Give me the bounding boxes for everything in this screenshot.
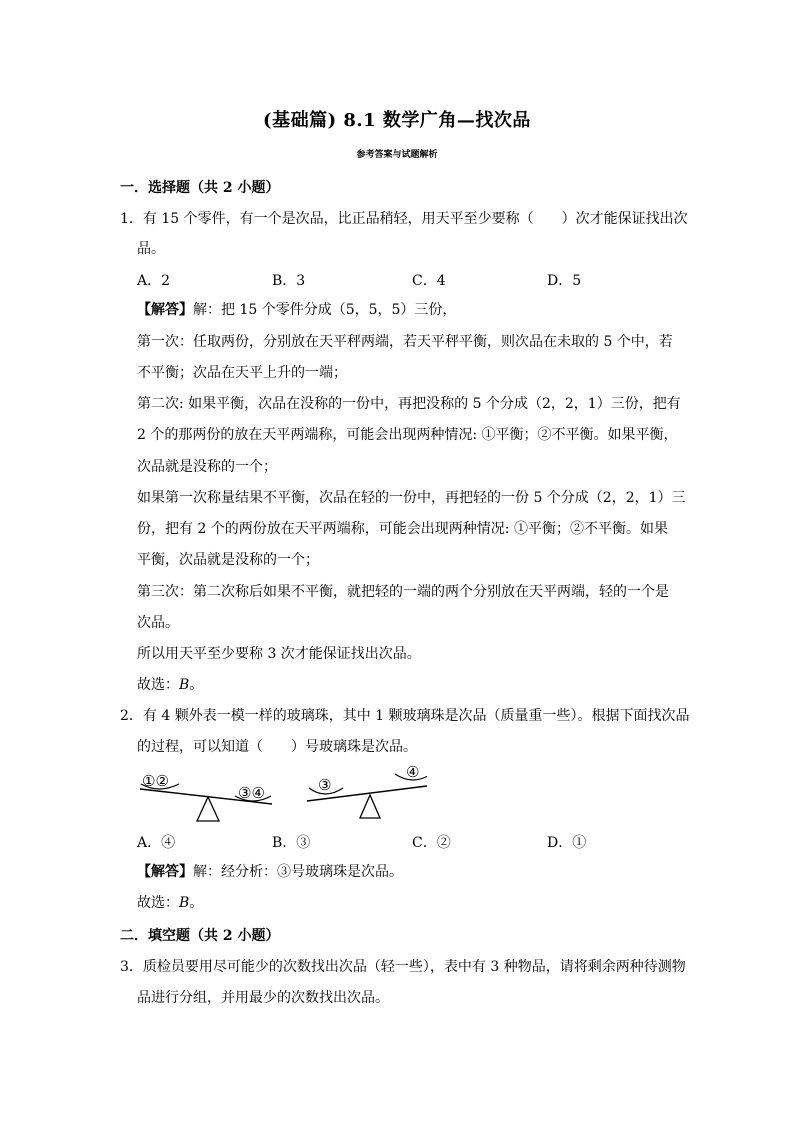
q1-option-c: C．4 — [412, 273, 446, 289]
left-pan-a-label: ①② — [142, 772, 169, 790]
q2-answer-line — [137, 863, 403, 881]
q2-option-b: B．③ — [272, 835, 311, 851]
q1-answer-line10: 第三次：第二次称后如果不平衡，就把轻的一端的两个分别放在天平两端，轻的一个是 — [137, 584, 669, 600]
choice-letter: B — [179, 677, 190, 693]
answer-text: 解：经分析：③号玻璃珠是次品。 — [193, 864, 403, 880]
choice-suffix: 。 — [189, 677, 204, 693]
choice-prefix: 故选： — [137, 895, 179, 911]
q2-text-line1: 2．有 4 颗外表一模一样的玻璃珠，其中 1 颗玻璃珠是次品（质量重一些）。根据下面找次品 — [120, 708, 690, 724]
balance-scale-a — [140, 772, 272, 821]
q1-answer-line4: 第二次: 如果平衡，次品在没称的一份中，再把没称的 5 个分成（2，2，1）三份，把有 — [137, 396, 681, 412]
q1-answer-line1 — [137, 301, 456, 319]
section-heading-choice: 一．选择题（共 2 小题） — [120, 180, 280, 196]
balance-scale-figure — [137, 764, 427, 826]
q2-choice-line — [137, 894, 203, 912]
choice-suffix: 。 — [189, 895, 204, 911]
q1-answer-line3: 不平衡；次品在天平上升的一端； — [137, 365, 347, 381]
q1-answer-line11: 次品。 — [137, 615, 179, 631]
choice-prefix: 故选： — [137, 677, 179, 693]
q3-text-line2: 品进行分组，并用最少的次数找出次品。 — [137, 990, 389, 1006]
q1-text-line2: 品。 — [137, 241, 165, 257]
q1-option-a: A．2 — [137, 273, 171, 289]
q1-answer-line5: 2 个的那两份的放在天平两端称，可能会出现两种情况: ①平衡；②不平衡。如果平衡， — [137, 427, 678, 443]
balance-scale-b — [307, 764, 427, 818]
page-subtitle: 参考答案与试题解析 — [356, 150, 438, 160]
q1-text-line1: 1．有 15 个零件，有一个是次品，比正品稍轻，用天平至少要称（ ）次才能保证找出次 — [120, 211, 688, 227]
q2-text-line2: 的过程，可以知道（ ）号玻璃珠是次品。 — [137, 739, 417, 755]
q1-answer-line8: 份，把有 2 个的两份放在天平两端称，可能会出现两种情况: ①平衡；②不平衡。如果 — [137, 521, 668, 537]
answer-tag: 【解答】 — [137, 864, 193, 880]
q2-option-a: A．④ — [137, 835, 176, 851]
choice-letter: B — [179, 895, 190, 911]
page-title: (基础篇) 8.1 数学广角—找次品 — [263, 110, 531, 131]
right-pan-a-label: ③④ — [238, 784, 265, 802]
q1-choice-line — [137, 676, 203, 694]
right-pan-b-label: ④ — [406, 764, 420, 781]
q1-answer-line9: 平衡，次品就是没称的一个； — [137, 552, 319, 568]
q1-option-d: D．5 — [547, 273, 582, 289]
q2-option-d: D．① — [547, 835, 587, 851]
q2-option-c: C．② — [412, 835, 451, 851]
q3-text-line1: 3．质检员要用尽可能少的次数找出次品（轻一些），表中有 3 种物品，请将剩余两种待测物 — [120, 959, 686, 975]
q1-answer-line12: 所以用天平至少要称 3 次才能保证找出次品。 — [137, 646, 421, 662]
q1-answer-line2: 第一次：任取两份，分别放在天平秤两端，若天平秤平衡，则次品在未取的 5 个中，若 — [137, 334, 673, 350]
q1-answer-line7: 如果第一次称量结果不平衡，次品在轻的一份中，再把轻的一份 5 个分成（2，2，1）三 — [137, 490, 686, 506]
answer-text: 解：把 15 个零件分成（5，5，5）三份， — [193, 302, 457, 318]
q1-answer-line6: 次品就是没称的一个； — [137, 459, 277, 475]
section-heading-fill: 二．填空题（共 2 小题） — [120, 928, 280, 944]
q1-option-b: B．3 — [272, 273, 306, 289]
left-pan-b-label: ③ — [318, 776, 332, 794]
answer-tag: 【解答】 — [137, 302, 193, 318]
